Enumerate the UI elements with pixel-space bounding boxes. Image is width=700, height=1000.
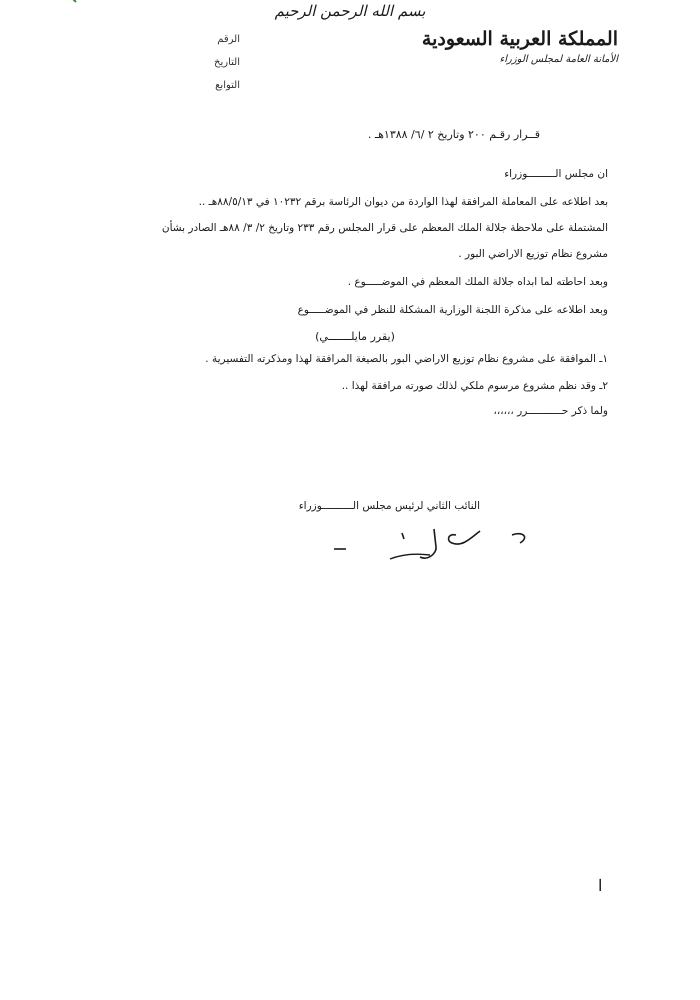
letterhead-secretariat: الأمانة العامة لمجلس الوزراء bbox=[499, 54, 618, 65]
decision-item-1: ١ـ الموافقة على مشروع نظام توزيع الاراضي البور بالصيغة المرافقة لهذا ومذكرته التفسيرية . bbox=[205, 353, 608, 365]
resolves-heading: (يقرر مايلـــــــي) bbox=[315, 330, 395, 343]
letterhead-kingdom: المملكة العربية السعودية bbox=[421, 28, 618, 50]
green-corner-mark bbox=[66, 0, 80, 6]
field-attachments-label: التوابع bbox=[215, 80, 240, 91]
field-date-label: التاريخ bbox=[214, 57, 240, 68]
paragraph-1-line-1: بعد اطلاعه على المعاملة المرافقة لهذا الواردة من ديوان الرئاسة برقم ١٠٢٣٢ في ٨٨/٥/١٣هـ .. bbox=[198, 196, 608, 208]
paragraph-1-line-3: مشروع نظام توزيع الاراضي البور . bbox=[458, 248, 608, 260]
decision-item-2: ٢ـ وقد نظم مشروع مرسوم ملكي لذلك صورته مرافقة لهذا .. bbox=[341, 380, 608, 392]
decision-closing: ولما ذكر حـــــــــــرر ،،،،،، bbox=[493, 405, 608, 417]
field-number-label: الرقم bbox=[217, 34, 240, 45]
letterhead bbox=[422, 28, 618, 65]
paragraph-3: وبعد اطلاعه على مذكرة اللجنة الوزارية المشكلة للنظر في الموضـــــوع bbox=[297, 304, 608, 316]
decision-title: قــرار رقـم ٢٠٠ وتاريخ ٢ /٦/ ١٣٨٨هـ . bbox=[367, 128, 540, 141]
paragraph-1-line-2: المشتملة على ملاحظة جلالة الملك المعظم على قرار المجلس رقم ٢٣٣ وتاريخ ٢/ ٣/ ٨٨هـ الصادر بشأن bbox=[161, 222, 608, 234]
paragraph-2: وبعد احاطته لما ابداه جلالة الملك المعظم في الموضـــــوع . bbox=[347, 276, 608, 288]
decision-opening: ان مجلس الـــــــــوزراء bbox=[504, 168, 608, 180]
handwritten-signature bbox=[330, 525, 540, 575]
signatory-title: النائب الثاني لرئيس مجلس الــــــــــوزراء bbox=[298, 500, 480, 512]
margin-mark: ا bbox=[598, 876, 603, 895]
bismillah-heading: بسم الله الرحمن الرحيم bbox=[274, 2, 426, 20]
